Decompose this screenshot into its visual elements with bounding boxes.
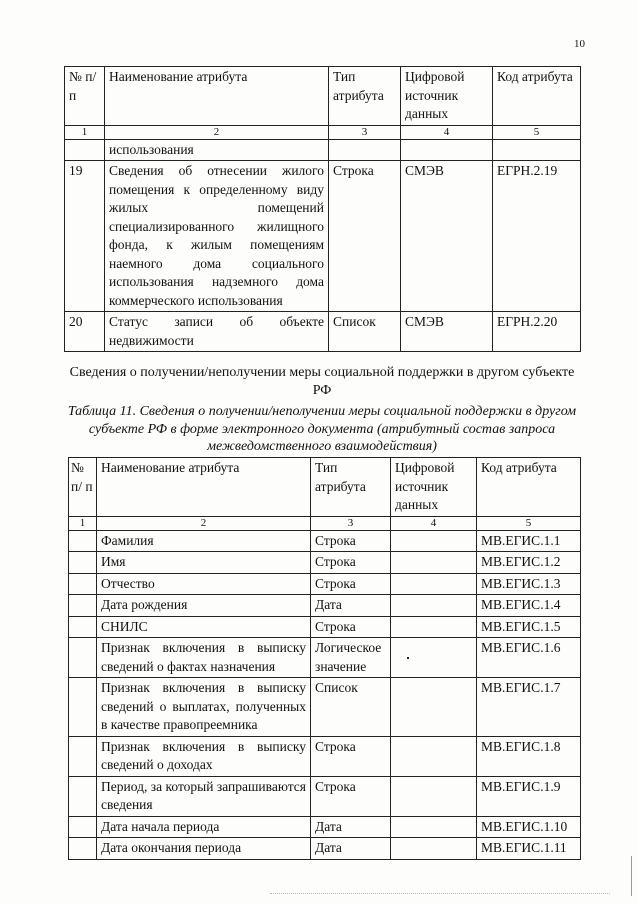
row-num [69,552,97,574]
col-number: 5 [477,516,581,530]
col-number: 4 [391,516,477,530]
row-num [69,776,97,816]
row-source [391,816,477,838]
row-num [69,530,97,552]
row-num: 20 [65,312,105,352]
table-row [65,161,581,312]
attributes-table-egis [68,457,581,860]
column-number-row [65,125,581,139]
col-number: 1 [65,125,105,139]
table-row [69,678,581,737]
row-num [69,616,97,638]
header-source: Цифровой источник данных [391,458,477,517]
row-type: Строка [311,736,391,776]
row-name: Дата рождения [97,595,311,617]
row-name: Фамилия [97,530,311,552]
row-code: МВ.ЕГИС.1.8 [477,736,581,776]
row-num [69,595,97,617]
col-number: 3 [329,125,401,139]
scan-dot [407,657,409,659]
col-number: 2 [105,125,329,139]
row-source [391,776,477,816]
row-type: Строка [311,552,391,574]
row-type: Строка [311,573,391,595]
table-header-row [65,67,581,126]
row-name: Признак включения в выписку сведений о фактах назначения [97,638,311,678]
header-code: Код атрибута [477,458,581,517]
row-source: СМЭВ [401,161,493,312]
row-num [69,838,97,860]
row-source [391,552,477,574]
col-number: 3 [311,516,391,530]
table-row [69,573,581,595]
row-name: Дата окончания периода [97,838,311,860]
table-row [69,736,581,776]
row-type: Дата [311,816,391,838]
table-row [69,595,581,617]
row-source [391,638,477,678]
row-type: Строка [329,161,401,312]
col-number: 4 [401,125,493,139]
header-num: № п/ п [69,458,97,517]
row-code: МВ.ЕГИС.1.11 [477,838,581,860]
table-row [69,776,581,816]
row-type: Строка [311,776,391,816]
col-number: 2 [97,516,311,530]
row-num [69,736,97,776]
row-source [391,838,477,860]
row-type: Список [311,678,391,737]
table-row-continuation [65,139,581,161]
row-num [69,678,97,737]
table-row [69,638,581,678]
row-type: Дата [311,595,391,617]
section-title: Сведения о получении/неполучении меры социальной поддержки в другом субъекте РФ [69,365,575,398]
row-name: Признак включения в выписку сведений о доходах [97,736,311,776]
row-type: Строка [311,530,391,552]
continuation-text: использования [105,139,329,161]
row-code: МВ.ЕГИС.1.10 [477,816,581,838]
table-header-row [69,458,581,517]
header-name: Наименование атрибута [97,458,311,517]
row-code: МВ.ЕГИС.1.4 [477,595,581,617]
row-name: Отчество [97,573,311,595]
row-code: МВ.ЕГИС.1.7 [477,678,581,737]
row-type: Список [329,312,401,352]
attributes-table-egrn [64,66,581,352]
row-name: Статус записи об объекте недвижимости [105,312,329,352]
table-row [69,838,581,860]
row-num: 19 [65,161,105,312]
row-name: Дата начала периода [97,816,311,838]
col-number: 5 [493,125,581,139]
row-code: МВ.ЕГИС.1.2 [477,552,581,574]
row-num [69,573,97,595]
header-name: Наименование атрибута [105,67,329,126]
header-num: № п/п [65,67,105,126]
row-name: СНИЛС [97,616,311,638]
col-number: 1 [69,516,97,530]
row-code: ЕГРН.2.20 [493,312,581,352]
header-code: Код атрибута [493,67,581,126]
row-name: Признак включения в выписку сведений о выплатах, полученных в качестве правопреемника [97,678,311,737]
header-source: Цифровой источник данных [401,67,493,126]
table-row [69,816,581,838]
table-row [69,530,581,552]
row-num [69,816,97,838]
page-number: 10 [574,38,585,50]
row-code: МВ.ЕГИС.1.6 [477,638,581,678]
row-type: Логическое значение [311,638,391,678]
row-source [391,736,477,776]
row-num [69,638,97,678]
scan-artifact [631,856,636,896]
row-source [391,595,477,617]
header-type: Тип атрибута [329,67,401,126]
table-caption: Таблица 11. Сведения о получении/неполучении меры социальной поддержки в другом субъекте РФ в форме электронного документа (атрибутный состав запроса межведомственного взаимодействия) [67,404,577,454]
row-type: Дата [311,838,391,860]
row-source [391,616,477,638]
row-source: СМЭВ [401,312,493,352]
table-row [69,552,581,574]
row-code: ЕГРН.2.19 [493,161,581,312]
row-name: Сведения об отнесении жилого помещения к определенному виду жилых помещений специализированного жилищного фонда, к жилым помещениям наемного дома социального использования надземного дома коммерческого использования [105,161,329,312]
table-row [69,616,581,638]
scan-artifact [270,893,610,897]
header-type: Тип атрибута [311,458,391,517]
row-name: Период, за который запрашиваются сведения [97,776,311,816]
row-name: Имя [97,552,311,574]
row-source [391,573,477,595]
row-code: МВ.ЕГИС.1.3 [477,573,581,595]
row-code: МВ.ЕГИС.1.1 [477,530,581,552]
row-source [391,530,477,552]
row-code: МВ.ЕГИС.1.5 [477,616,581,638]
column-number-row [69,516,581,530]
table-row [65,312,581,352]
row-source [391,678,477,737]
row-code: МВ.ЕГИС.1.9 [477,776,581,816]
row-type: Строка [311,616,391,638]
